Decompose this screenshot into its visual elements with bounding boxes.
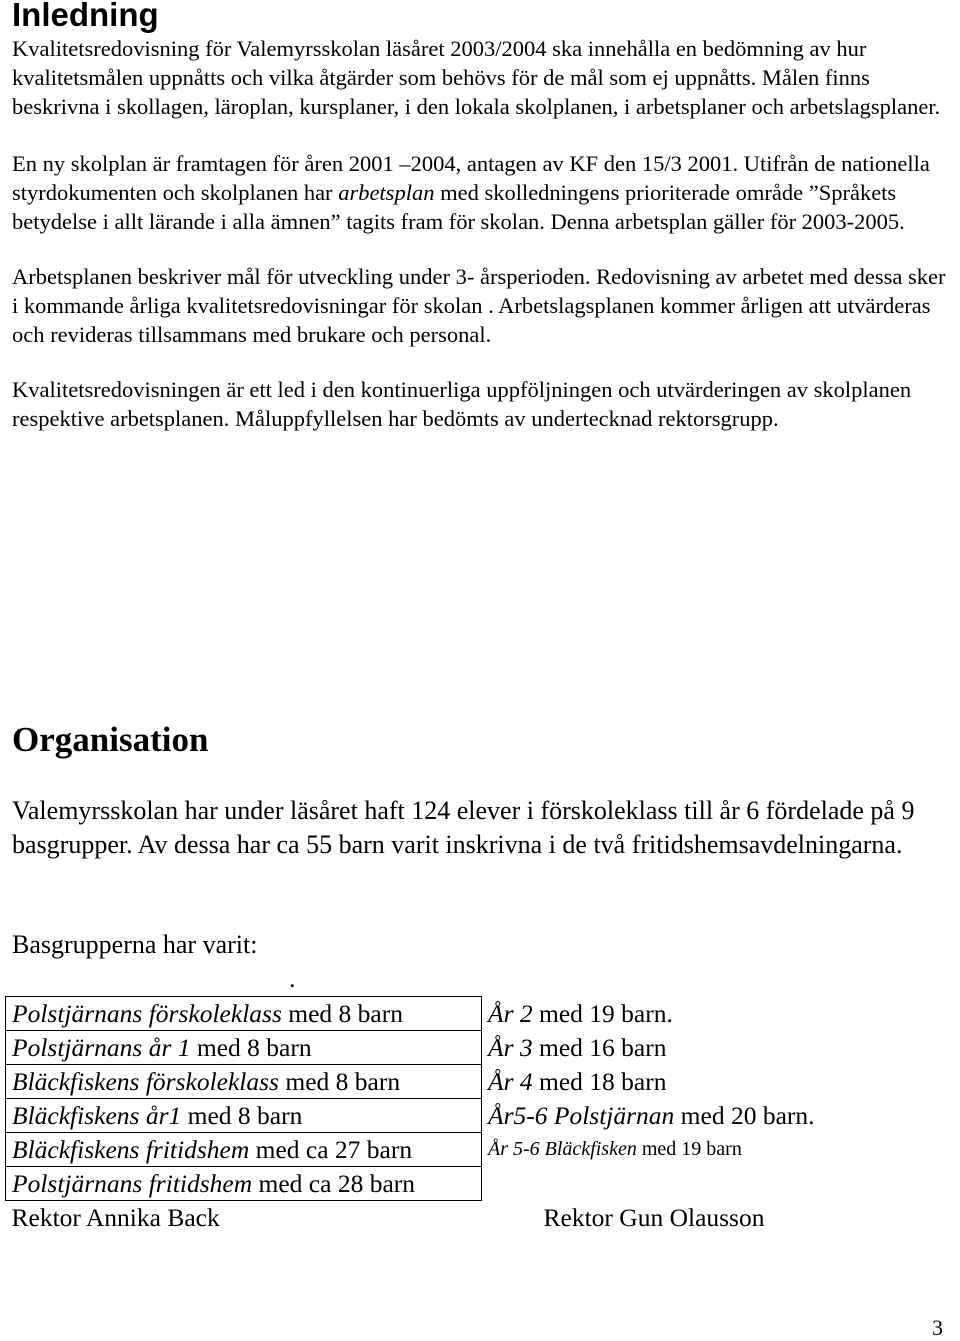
group-count: med 8 barn (181, 1101, 303, 1130)
table-row (6, 1133, 874, 1167)
group-cell (482, 1133, 874, 1167)
intro-paragraph-1: Kvalitetsredovisning för Valemyrsskolan läsåret 2003/2004 ska innehålla en bedömning av hur kvalitetsmålen uppnåtts och vilka åtgärder som behövs för de mål som ej uppnåtts. Målen finns beskrivna i skollagen, läroplan, kursplaner, i den lokala skolplanen, i arbetsplaner och arbetslagsplaner. (12, 36, 941, 119)
intro-paragraph-2 (12, 149, 947, 236)
group-count: med 8 barn (190, 1033, 312, 1062)
group-cell (6, 997, 482, 1031)
group-cell (6, 1167, 482, 1201)
intro-paragraph-3: Arbetsplanen beskriver mål för utveckling under 3- årsperioden. Redovisning av arbetet med dessa sker i kommande årliga kvalitetsredovisningar för skolan . Arbetslagsplanen kommer årligen att utvärderas och revideras tillsammans med brukare och personal. (12, 264, 946, 347)
group-cell (6, 1099, 482, 1133)
group-name: År5-6 Polstjärnan (488, 1101, 675, 1130)
table-row (6, 1167, 874, 1201)
intro-paragraph-4: Kvalitetsredovisningen är ett led i den kontinuerliga uppföljningen och utvärderingen av skolplanen respektive arbetsplanen. Måluppfyllelsen har bedömts av undertecknad rektorsgrupp. (12, 377, 912, 431)
basgrupper-label: Basgrupperna har varit: (12, 930, 258, 959)
intro-p2-italic: arbetsplan (338, 180, 435, 205)
group-cell-empty (482, 1167, 874, 1201)
group-name: År 2 (488, 999, 533, 1028)
group-name: Polstjärnans fritidshem (12, 1169, 253, 1198)
group-name: Bläckfiskens år1 (12, 1101, 182, 1130)
group-cell (482, 1031, 874, 1065)
group-count: med 16 barn (532, 1033, 667, 1062)
group-count: med 19 barn. (532, 999, 673, 1028)
group-cell (6, 1031, 482, 1065)
group-count: med 20 barn. (674, 1101, 815, 1130)
table-row (6, 1099, 874, 1133)
org-text: Valemyrsskolan har under läsåret haft 124 elever i förskoleklass till år 6 fördelade på 9 basgrupper. Av dessa har ca 55 barn varit inskrivna i de två fritidshemsavdelningarna. (12, 796, 915, 859)
intro-p2-pre: En ny skolplan är framtagen för åren 2001 –2004, antagen av KF den 15/3 2001. Utifrån de nationella styrdokumenten och skolplanen har (12, 151, 930, 205)
group-cell (6, 1133, 482, 1167)
group-count: med 19 barn (636, 1138, 742, 1160)
group-count: med ca 27 barn (249, 1135, 413, 1164)
page-number: 3 (932, 1315, 943, 1340)
group-name: Bläckfiskens förskoleklass (12, 1067, 279, 1096)
group-name: År 4 (488, 1067, 533, 1096)
rektor-left: Rektor Annika Back (11, 1203, 220, 1232)
table-row (6, 1031, 874, 1065)
group-name: Bläckfiskens fritidshem (12, 1135, 250, 1164)
intro-p2-post: med skolledningens prioriterade område ”Språkets betydelse i allt lärande i alla ämnen” tagits fram för skolan. Denna arbetsplan gäller för 2003-2005. (12, 180, 905, 234)
group-name: Polstjärnans år 1 (12, 1033, 191, 1062)
dot-mark: . (289, 964, 296, 993)
rektor-right: Rektor Gun Olausson (543, 1202, 765, 1232)
rektor-row (6, 1201, 874, 1235)
group-cell (482, 1099, 874, 1133)
group-name: År 5-6 Bläckfisken (488, 1138, 637, 1160)
heading-organisation: Organisation (12, 720, 209, 759)
intro-section (12, 34, 947, 461)
org-paragraph (12, 794, 947, 862)
table-row (6, 997, 874, 1031)
group-cell (6, 1065, 482, 1099)
group-name: Polstjärnans förskoleklass (12, 999, 282, 1028)
group-count: med 8 barn (278, 1067, 401, 1096)
group-count: med ca 28 barn (252, 1169, 416, 1198)
group-count: med 8 barn (281, 999, 403, 1028)
groups-table (5, 996, 874, 1234)
table-row (6, 1065, 874, 1099)
group-cell (482, 1065, 874, 1099)
group-cell (482, 997, 874, 1031)
group-count: med 18 barn (532, 1067, 667, 1096)
group-name: År 3 (488, 1033, 533, 1062)
heading-inledning: Inledning (12, 0, 159, 33)
